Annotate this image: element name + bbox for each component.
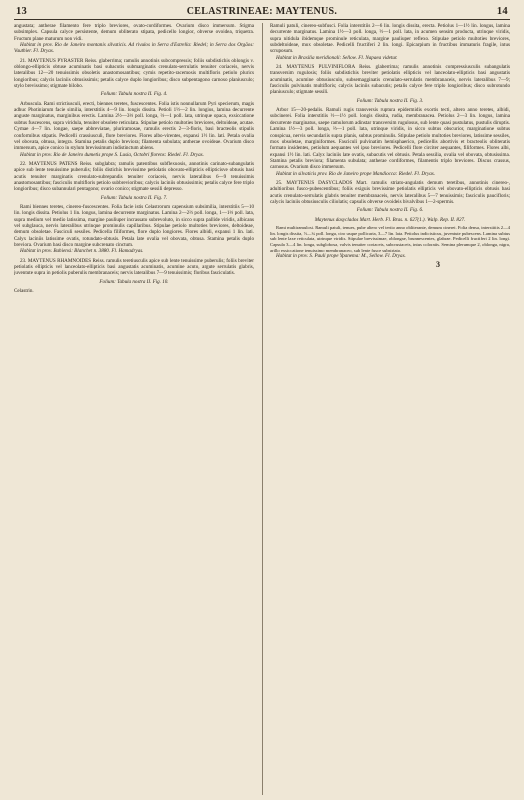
description-small: Rami multiramulosi. Ramuli patuli, tenues, pube altero vel tertio anno obliterante, demum cinerei. Folia densa, interstitiis 2—4 lin. longis dissita, ⅓—¾ poll. longa, ciro usque pollicaria, 3—7 lin. lata. Petiolus indicisticus, juventute pubescens. Lamina subtus sub lente laxe reticulata, utrinque viridis. Stipulae brevissimae, oblongae, brunnescentes, glabrae. Pedicelli fructiferi 2 lin. longi. Capsula 3—4 lin. longa, subglobosa, valvis tenuiter coriaceis, subcrustaceis, intus coloratis. Semina plerumque 2, oblonga, nigra, arillo exsiccatione tenuissimo membranaceo, sub lente fusce substriato. <box>270 224 510 253</box>
page-number-left: 13 <box>16 6 28 17</box>
species-heading: 25. MAYTENUS DASYCLADOS Mart. ramulis striato-angulatis demum teretibus, annotinis cinereo-, adultioribus fusco-pubescentibus; foliis exiguis brevissime petiolatis ellipticis vel obovato-ellipticis obtusis basi acutis crenulato-serrulatis glabris tenuiter membranaceis, nervis lateralibus 5—7 tenuissimis; fasciculis paucifloris; calycis laciniis obtusiusculis ciliolatis; capsulis obverse ovoideis bivalvibus 1—2-spermis. <box>270 179 510 205</box>
page-number-right: 14 <box>496 6 508 17</box>
left-column <box>14 23 254 795</box>
species-heading: 22. MAYTENUS PATENS Reiss. subglabra; ramulis patentibus subflexuosis, annotinis carinato-subangulatis apice sub lente tenuissime puberulis; foliis distichis brevissime petiolatis obovato-ellipticis ellipticisve obtusis basi acutis tenuiter marginatis crenulato-subrepandis tenuiter coriaceis, nervis lateralibus 6—9 tenuissimis anastomosantibus; fasciculis multifloris petiolo subbrevioribus; calycis laciniis obtusissimis; petalis calyce fere triplo longioribus; disco subannulari pentagono; ovario conico; stigmate sessili depresso. <box>14 160 254 193</box>
paragraph: Ramuli patuli, cinereo-subfusci. Folia interstitiis 2—6 lin. longis dissita, erecta. Petiolus 1—1½ lin. longus, lamina decurrente marginatus. Lamina 1½—3 poll. longa, ½—1 poll. lata, in acumen sensim producta, utrinque viridis, supra nitidula ibidemque prominule reticulata, margine pauliuper reflexo. Stipulae petiolo multoties breviores, subdeltoideae, mox obsoletae. Pedicelli fructiferi 2 lin. longi. Epicarpium in fructibus immaturis fragile, intus scruposum. <box>270 23 510 55</box>
habitat-note: Habitat in prov. Rio de Janeiro montanis silvaticis. Ad rivulos in Serra d'Estrella: Riedel; in Serra dos Orgãos: Vauthier. Fl. Dryas. <box>14 42 254 55</box>
paragraph: Rami biennes teretes, cinereo-fuscescentes. Folia facie istis Celastrorum capensium subsimilia, interstitiis 5—10 lin. longis dissita. Petiolus 1 lin. longus, lamina decurrente marginatus. Lamina 2—2⅔ poll. longa, 1—1⅓ poll. lata, supra medium vel medio latissima, margine pauliuper incrassato subrevoluto, in sicco supra pallide viridis, albicans vel subglauca, nervis lateralibus utrinque prominulis capillaribus. Stipulae petiolo multoties breviores, deltoideae, demum obsoletae. Fasciculi sessiles. Pedicella filiformes, flore duplo longiores. Flores albidi, expansi 1 lin. lati. Calyx laciniis latissime ovatis, rotundato-obtusis. Petala late ovalia vel obovata, obtusa. Stamina petalis duplo breviora. Ovarium basi disco margine subcrenato cinctum. <box>14 203 254 248</box>
figure-reference: Folium: Tabula nostra II. Fig. 7. <box>100 194 168 201</box>
running-title: CELASTRINEAE: MAYTENUS. <box>186 6 338 17</box>
figure-reference: Folium: Tabula nostra II. Fig. 3. <box>356 97 424 104</box>
two-column-body <box>14 23 510 795</box>
right-column <box>270 23 510 795</box>
column-divider <box>262 23 263 795</box>
synonym-citation: Maytenus dasyclados Mart. Herb. Fl. Bras. n. 627(1.). Walp. Rep. II. 827. <box>314 216 466 223</box>
paragraph: Arbuscula. Rami strictiusculi, erecti, biennes teretes, fuscescentes. Folia istis nonnullarum Pyri specierum, magis adhuc Photiniarum facie similia, interstitiis 4—9 lin. longis dissita. Petioli 1½—2 lin. longius, lamina decurrente anguste marginatus, marginibus erectis. Lamina 2½—3⅓ poll. longa, ⅔—1 poll. lata, utrinque opaca, exsiccatione subtus fuscescens, supra viridula, tenuiter obsolete reticulata. Stipulae petiolo multoties breviores, deltoideae, acutae. Cymae 4—7 lin. longae, saepe abbreviatae, pluriramosae, ramulis erectis 2—3-floris, basi bracteolis stipulis conformibus stipatis. Pedicelli crassiusculi, flore breviores. Flores albo-virentes, expansi 1½ lin. lati. Petala ovalia vel obovata, obtusa, integra. Stamina petalis duplo breviora; filamenta subulata; antherae ovoideae. Ovarium disco immersum, apice conico in stylum brevissimum indistinctum abiens. <box>14 100 254 152</box>
catchword-left: Celastrin. <box>14 288 34 295</box>
paragraph: angustata; antherae filamento fere triplo breviores, ovato-cordiformes. Ovarium disco immersum. Stigma subsimplex. Capsula calyce persistente, demum obliterato stipata, pedicello longior, obverse ovoidea, triquetra. Fructum plane maturum non vidi. <box>14 23 254 42</box>
running-header <box>14 6 510 19</box>
paragraph: Arbor 15—20-pedalis. Ramuli rugis transversis ruptura epidermidis exortis tecti, altero anno teretes, albidi, subcinerei. Folia interstitiis ½—1½ poll. longis dissita, rudia, membranacea. Petiolus 2—3 lin. longus, lamina decurrente marginatus, saepe ramulorum adinstar transversim rugulosus, sub lente quasi pustulatus, pustulis diruptis. Lamina 1½—3 poll. longa, ⅔—1 poll. lata, utrinque viridis, in sicco subtus obscurior, marginatione subtus conspicua, nervis secundariis supra planis, subtus prominulis. Stipulae petiolo multoties breviores, latissime sessiles, mox obsoletae, marginiformes. Fasciculi pulvinatim hemisphaerico, pedicellis abortivis et bracteolis obliteratis formato insidentes, petiolum aequantes vel ipso breviores. Pedicelli flore circiter aequantes, filiformes. Flores albi, expansi 1½ lin. lati. Calyx laciniis late ovatis, subacutis vel obtusis. Petala sessilia, ovalia vel obovata, obtusissima. Stamina petalis breviora; filamenta subulata; antherae cordiformes, filamentis triplo breviores. Discus crassus, carnosus. Ovarium disco immersum. <box>270 107 510 171</box>
species-heading: 21. MAYTENUS PYRASTER Reiss. glaberrima; ramulis annotinis subcompressis; foliis subdistichis oblongis v. oblongo-ellipticis obtuse acuminatis basi subacutis submarginatis crenulato-serrulatis tenuiter coriaceis, nervis lateralibus 12—20 tenuissimis obsoletis anastomosantibus; cymis repetito-racemosis multifloris petiolo plurics longioribus; calycis laciniis obtusissimis; petalis calyce duplo longioribus; disco subpentagono carnoso planiusculo; stylo brevissimo; stigmate bilobo. <box>14 57 254 90</box>
figure-reference: Folium: Tabula nostra II. Fig. 10. <box>99 278 169 285</box>
figure-reference: Folium: Tabula nostra II. Fig. 4. <box>100 91 168 98</box>
habitat-note: Habitat in prov. Bahiensi: Blanchet n. 3880. Fl. Hamadryas. <box>20 248 144 255</box>
species-heading: 24. MAYTENUS PULVINIFLORA Reiss. glaberrima; ramulis annotinis compressiusculis subangulatis transversim rugulosis; foliis subdistichis breviter petiolatis ellipticis vel lanceolato-ellipticis basi angustatis acuminatis, acumine obtusiusculo, subsemagginatis crenulato-serrulatis membranaceis, nervis lateralibus 7—9; fasciculis pulvinatis multifloris; calycis laciniis subacutis; petalis calyce fere triplo longioribus; disco subrotundo planiusculo; stigmate sessili. <box>270 64 510 96</box>
species-heading: 23. MAYTENUS RHAMNOIDES Reiss. ramulis teretiusculis apice sub lente tenuissime puberulis; foliis breviter petiolatis ellipticis vel lanceolato-ellipticis basi angustatis acuminatis, acumine acuto, argute serrulatis glabris, juventute supra in petiolis puberulis membranaceis; nervis lateralibus 7—9 tenuissimis; floribus fasciculatis. <box>14 257 254 277</box>
header-rule <box>14 19 510 20</box>
habitat-note: Habitat in prov. Rio de Janeiro dumetis prope S. Lusia, Octobri florens: Riedel. Fl. Dryas. <box>20 151 204 158</box>
habitat-note: Habitat in Brasilia meridionali: Sellow. Fl. Napaea videtur. <box>276 54 398 61</box>
figure-reference: Folium: Tabula nostra II. Fig. 6. <box>356 207 424 214</box>
habitat-note: Habitat in silvaticis prov. Rio de Janeiro prope Mandiocca: Riedel. Fl. Dryas. <box>276 170 436 177</box>
habitat-note: Habitat in prov. S. Pauli prope Ypanema: M., Sellow. Fl. Dryas. <box>276 253 406 260</box>
signature-mark: 3 <box>436 259 440 269</box>
